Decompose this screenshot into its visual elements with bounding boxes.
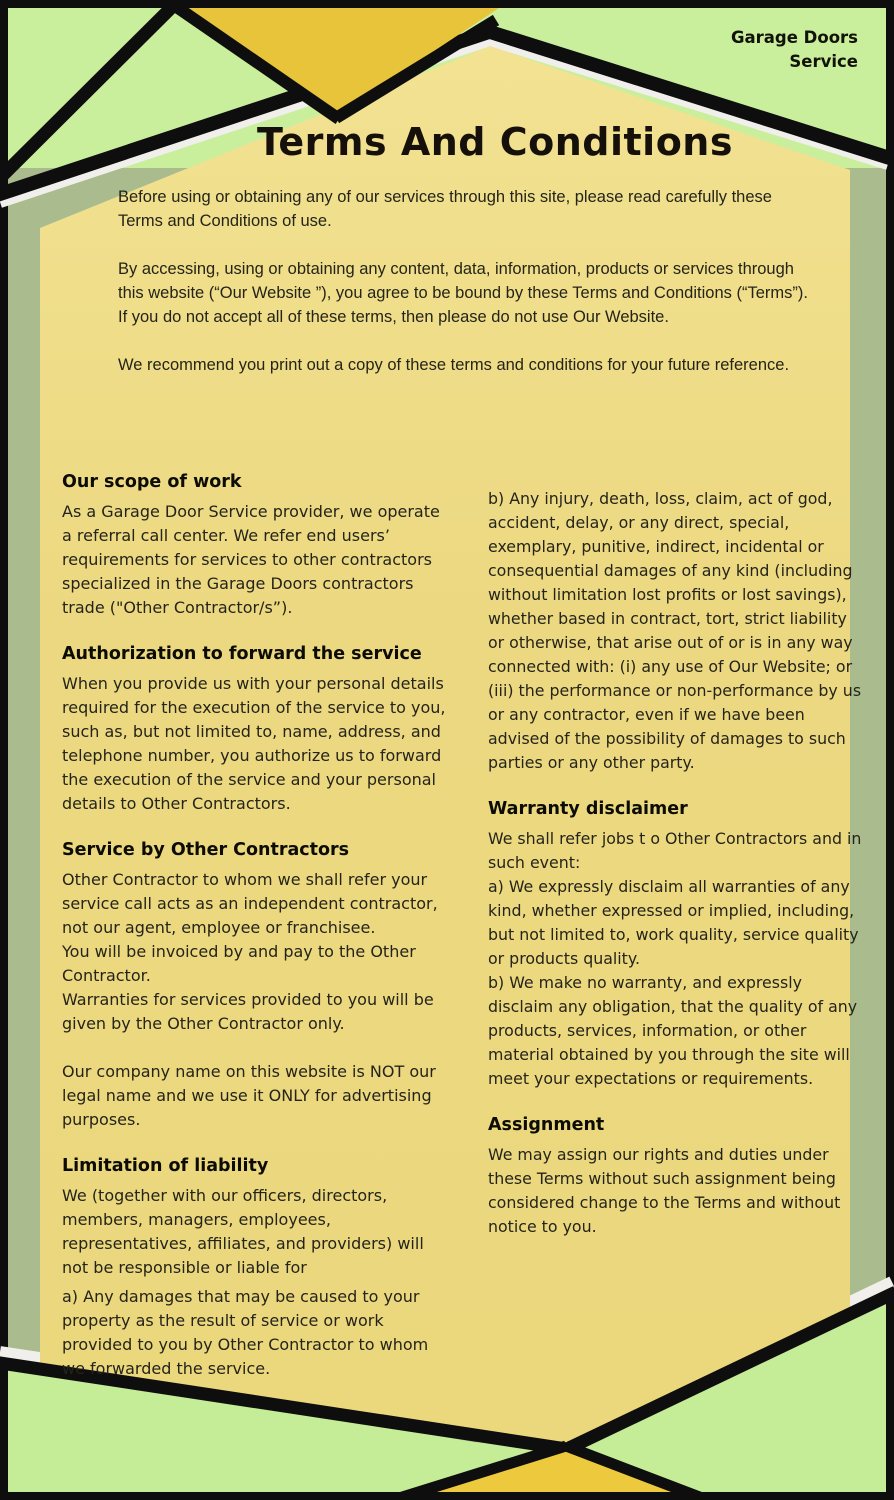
section-paragraph: When you provide us with your personal details required for the execution of the service to you, such as, but not limited to, name, address, and telephone number, you authorize us to forward the execution of the service and your personal details to Other Contractors. (62, 674, 446, 813)
intro-paragraph: We recommend you print out a copy of these terms and conditions for your future reference. (118, 356, 790, 374)
section-heading: Authorization to forward the service (62, 644, 422, 664)
intro-paragraph: Before using or obtaining any of our services through this site, please read carefully these Terms and Conditions of use. (118, 188, 772, 230)
section-paragraph: You will be invoiced by and pay to the Other Contractor. (62, 942, 416, 985)
section-paragraph: b) We make no warranty, and expressly disclaim any obligation, that the quality of any products, services, information, or other material obtained by you through the site will meet your expectations or requirements. (488, 973, 858, 1088)
section-heading: Our scope of work (62, 472, 242, 492)
section-paragraph: We (together with our officers, directors, members, managers, employees, representatives, affiliates, and providers) will not be responsible or liable for (62, 1186, 424, 1277)
section-paragraph: We may assign our rights and duties under these Terms without such assignment being considered change to the Terms and without notice to you. (488, 1145, 841, 1236)
intro-paragraphs (118, 185, 810, 401)
brand-line2: Service (789, 52, 858, 71)
intro-paragraph: By accessing, using or obtaining any content, data, information, products or services through this website (“Our Website ”), you agree to be bound by these Terms and Conditions (“Terms”). If you do not accept all of these terms, then please do not use Our Website. (118, 260, 808, 326)
section-paragraph: As a Garage Door Service provider, we operate a referral call center. We refer end users’ requirements for services to other contractors specialized in the Garage Doors contractors trade ("Other Contractor/s”). (62, 502, 440, 617)
section-paragraph: a) We expressly disclaim all warranties of any kind, whether expressed or implied, including, but not limited to, work quality, service quality or products quality. (488, 877, 859, 968)
section-paragraph: Other Contractor to whom we shall refer your service call acts as an independent contractor, not our agent, employee or franchisee. (62, 870, 438, 937)
section-heading: Limitation of liability (62, 1156, 269, 1176)
section-paragraph: Our company name on this website is NOT our legal name and we use it ONLY for advertising purposes. (62, 1062, 436, 1129)
section-paragraph: a) Any damages that may be caused to your property as the result of service or work provided to you by Other Contractor to whom we forwarded the service. (62, 1287, 429, 1378)
terms-column-left (62, 470, 454, 1381)
bottom-border (0, 1492, 894, 1500)
terms-column-right (488, 487, 864, 1239)
section-paragraph: b) Any injury, death, loss, claim, act of god, accident, delay, or any direct, special, exemplary, punitive, indirect, incidental or consequential damages of any kind (including without limitation lost profits or lost savings), whether based in contract, tort, strict liability or otherwise, that arise out of or is in any way connected with: (i) any use of Our Website; or (iii) the performance or non-performance by us or any contractor, even if we have been advised of the possibility of damages to such parties or any other party. (488, 489, 862, 772)
section-paragraph: Warranties for services provided to you will be given by the Other Contractor only. (62, 990, 434, 1033)
section-heading: Warranty disclaimer (488, 799, 688, 819)
brand-logo-text (618, 26, 858, 74)
section-heading: Service by Other Contractors (62, 840, 350, 860)
page-title: Terms And Conditions (257, 120, 733, 164)
section-heading: Assignment (488, 1115, 605, 1135)
section-paragraph: We shall refer jobs t o Other Contractors and in such event: (488, 829, 862, 872)
brand-line1: Garage Doors (730, 28, 858, 47)
